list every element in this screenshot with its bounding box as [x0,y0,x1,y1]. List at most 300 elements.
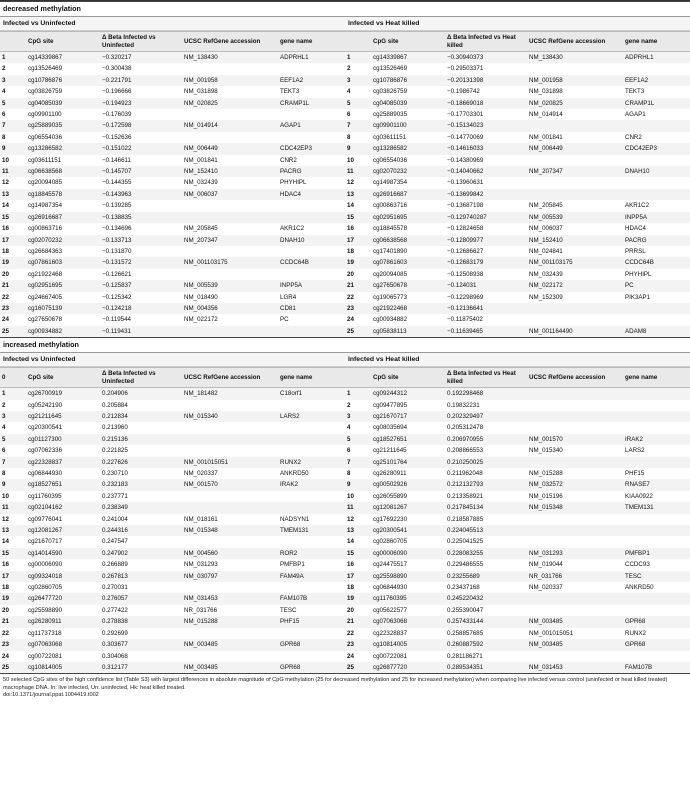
cell-row-index: 13 [345,189,371,200]
cell-delta-beta: 0.247547 [100,536,182,547]
table-row [0,639,365,650]
cell-cpg-site: cg09901100 [26,109,100,120]
cell-row-index: 11 [345,166,371,177]
column-header-row-index [0,32,26,52]
cell-delta-beta: 0.230710 [100,468,182,479]
cell-gene-name: AKR1C2 [623,200,690,211]
cell-delta-beta: 0.212132793 [445,479,527,490]
table-row [0,280,365,291]
cell-row-index: 13 [345,525,371,536]
table-row [345,155,690,166]
cell-delta-beta: 0.232183 [100,479,182,490]
cell-row-index: 14 [0,200,26,211]
cell-refgene-accession: NM_001103175 [527,257,623,268]
cell-cpg-site: cg00934882 [371,314,445,325]
comparison-title: Infected vs Heat killed [345,17,690,30]
cell-refgene-accession [527,303,623,314]
cell-delta-beta: 0.213358921 [445,491,527,502]
table-row [345,143,690,154]
cell-refgene-accession: NR_031766 [182,605,278,616]
cell-refgene-accession: NM_018161 [182,514,278,525]
cell-gene-name: FAM107B [623,662,690,673]
cell-cpg-site: cg20300541 [26,422,100,433]
table-row [0,388,365,400]
cell-cpg-site: cg14339867 [371,52,445,64]
cell-refgene-accession [527,593,623,604]
cell-row-index: 18 [0,582,26,593]
table-row [0,457,365,468]
cell-gene-name: EEF1A2 [278,75,365,86]
cell-cpg-site: cg07063068 [371,616,445,627]
cell-row-index: 18 [0,246,26,257]
cell-refgene-accession [527,120,623,131]
cell-row-index: 23 [345,639,371,650]
cell-delta-beta: −0.196666 [100,86,182,97]
cell-refgene-accession [527,536,623,547]
table-row [0,257,365,268]
cell-delta-beta: −0.152636 [100,132,182,143]
cell-row-index: 5 [345,98,371,109]
cell-gene-name: RUNX2 [623,628,690,639]
cell-delta-beta: −0.172598 [100,120,182,131]
cell-delta-beta: 0.213960 [100,422,182,433]
cell-cpg-site: cg26877720 [371,662,445,673]
cell-delta-beta: 0.260887592 [445,639,527,650]
table-row [0,269,365,280]
column-header-delta-beta: Δ Beta Infected vs Uninfected [100,32,182,52]
table-row [0,223,365,234]
cell-delta-beta: 0.238349 [100,502,182,513]
cell-delta-beta: −0.12824658 [445,223,527,234]
table-row [345,75,690,86]
cell-refgene-accession: NM_152309 [527,292,623,303]
cell-gene-name: ADPRHL1 [623,52,690,64]
cell-gene-name [623,651,690,662]
cell-gene-name [623,189,690,200]
cell-cpg-site: cg09776041 [26,514,100,525]
cell-delta-beta: 0.255390047 [445,605,527,616]
cell-gene-name: PMFBP1 [623,548,690,559]
cell-refgene-accession: NM_001015051 [527,628,623,639]
cell-row-index: 3 [0,411,26,422]
cell-delta-beta: 0.237771 [100,491,182,502]
column-header-gene-name: gene name [623,368,690,388]
column-header-refgene-accession: UCSC RefGene accession [527,368,623,388]
table-row [0,559,365,570]
cell-gene-name: PACRG [278,166,365,177]
cell-refgene-accession [182,212,278,223]
cell-cpg-site: cg06844930 [26,468,100,479]
cell-refgene-accession: NM_003485 [182,662,278,673]
cell-cpg-site: cg02951695 [371,212,445,223]
table-row [0,434,365,445]
cell-delta-beta: −0.12298969 [445,292,527,303]
cell-gene-name: CNR2 [623,132,690,143]
cell-gene-name [623,120,690,131]
cell-cpg-site: cg21670717 [371,411,445,422]
cell-gene-name: GPR68 [623,639,690,650]
cell-row-index: 1 [0,52,26,64]
cell-row-index: 7 [0,457,26,468]
cell-cpg-site: cg14987354 [371,177,445,188]
cell-cpg-site: cg21211645 [26,411,100,422]
cell-gene-name [623,422,690,433]
cell-delta-beta: 0.241004 [100,514,182,525]
cell-row-index: 10 [0,155,26,166]
cell-gene-name: TMEM131 [278,525,365,536]
cell-row-index: 23 [345,303,371,314]
cell-gene-name [623,314,690,325]
section-title: decreased methylation [0,2,690,17]
cell-row-index: 12 [0,514,26,525]
cell-gene-name: PRRSL [623,246,690,257]
cell-cpg-site: cg27650678 [26,314,100,325]
cell-cpg-site: cg12081267 [371,502,445,513]
table-row [0,536,365,547]
table-row [0,582,365,593]
table-row [345,52,690,64]
cell-delta-beta: −0.144355 [100,177,182,188]
cell-row-index: 16 [345,559,371,570]
cell-row-index: 20 [0,605,26,616]
cell-refgene-accession [182,445,278,456]
cell-refgene-accession: NM_031293 [527,548,623,559]
cell-delta-beta: −0.124031 [445,280,527,291]
cell-refgene-accession: NM_020825 [182,98,278,109]
cell-delta-beta: −0.194923 [100,98,182,109]
cell-cpg-site: cg13526469 [371,63,445,74]
cell-gene-name: CD81 [278,303,365,314]
table-row [0,422,365,433]
cell-refgene-accession: NM_019044 [527,559,623,570]
cell-row-index: 19 [345,593,371,604]
cell-gene-name: TESC [623,571,690,582]
cell-refgene-accession [527,422,623,433]
cell-refgene-accession: NM_001015051 [182,457,278,468]
table-row [0,189,365,200]
cell-gene-name: TMEM131 [623,502,690,513]
cell-refgene-accession: NM_020825 [527,98,623,109]
comparison-title: Infected vs Uninfected [0,353,345,366]
table-row [345,491,690,502]
cell-refgene-accession: NM_001958 [182,75,278,86]
cell-cpg-site: cg26055899 [371,491,445,502]
cell-refgene-accession [182,582,278,593]
table-row [345,98,690,109]
cell-cpg-site: cg26700919 [26,388,100,400]
table-row [345,400,690,411]
cell-row-index: 24 [0,651,26,662]
cell-cpg-site: cg09324018 [26,571,100,582]
cell-cpg-site: cg06554036 [371,155,445,166]
cell-gene-name: FAM49A [278,571,365,582]
cell-refgene-accession [527,525,623,536]
cell-refgene-accession: NR_031766 [527,571,623,582]
cell-delta-beta: 0.312177 [100,662,182,673]
cell-gene-name [623,303,690,314]
cell-cpg-site: cg03826759 [26,86,100,97]
cell-delta-beta: 0.303677 [100,639,182,650]
cell-row-index: 12 [345,514,371,525]
cell-cpg-site: cg00502926 [371,479,445,490]
cell-gene-name: CDC42EP3 [623,143,690,154]
cell-row-index: 17 [0,571,26,582]
cell-delta-beta: 0.192298468 [445,388,527,400]
table-row [0,303,365,314]
cell-cpg-site: cg18845578 [371,223,445,234]
cell-cpg-site: cg11737318 [26,628,100,639]
cell-refgene-accession [527,177,623,188]
cell-gene-name: CRAMP1L [278,98,365,109]
column-header-gene-name: gene name [623,32,690,52]
table-row [0,491,365,502]
header-row [345,32,690,52]
cell-row-index: 12 [0,177,26,188]
cell-delta-beta: −0.14040662 [445,166,527,177]
footnote-doi: doi:10.1371/journal.ppat.1004419.t002 [3,692,99,699]
table-row [0,212,365,223]
cell-row-index: 10 [0,491,26,502]
table-row [345,257,690,268]
cell-refgene-accession [527,314,623,325]
cell-refgene-accession [182,422,278,433]
cell-gene-name [623,593,690,604]
cell-row-index: 22 [0,292,26,303]
cell-row-index: 13 [0,525,26,536]
table-row [345,212,690,223]
table-row [345,559,690,570]
cell-gene-name: AGAP1 [623,109,690,120]
cell-delta-beta: −0.119544 [100,314,182,325]
cell-cpg-site: cg02951695 [26,280,100,291]
header-row [0,32,365,52]
cell-delta-beta: −0.119431 [100,326,182,337]
cell-row-index: 12 [345,177,371,188]
table-row [0,605,365,616]
cell-row-index: 24 [345,314,371,325]
table-row [345,388,690,400]
cell-delta-beta: 0.205884 [100,400,182,411]
comparison-table-wrapper [345,367,690,673]
cell-refgene-accession [182,502,278,513]
cell-delta-beta: −0.138835 [100,212,182,223]
cell-cpg-site: cg21670717 [26,536,100,547]
cell-refgene-accession: NM_032439 [182,177,278,188]
cell-refgene-accession [182,536,278,547]
cell-refgene-accession: NM_207347 [182,235,278,246]
cell-gene-name [623,63,690,74]
cell-cpg-site: cg16075139 [26,303,100,314]
cell-delta-beta: −0.124218 [100,303,182,314]
table-row [345,422,690,433]
cell-gene-name: CCDC64B [278,257,365,268]
cell-refgene-accession [527,388,623,400]
cell-cpg-site: cg02104162 [26,502,100,513]
cell-cpg-site: cg09244312 [371,388,445,400]
cell-row-index: 8 [345,132,371,143]
cell-row-index: 6 [0,109,26,120]
data-table [0,31,365,337]
table-row [345,479,690,490]
cell-row-index: 4 [345,422,371,433]
table-row [345,457,690,468]
cell-delta-beta: −0.145707 [100,166,182,177]
cell-delta-beta: 0.202329497 [445,411,527,422]
cell-gene-name: HDAC4 [278,189,365,200]
cell-gene-name: ANKRD50 [623,582,690,593]
cell-row-index: 2 [0,400,26,411]
cell-refgene-accession: NM_031453 [182,593,278,604]
cell-cpg-site: cg03611151 [371,132,445,143]
cell-gene-name: FAM107B [278,593,365,604]
cell-row-index: 17 [345,235,371,246]
cell-cpg-site: cg07062336 [26,445,100,456]
table-row [0,651,365,662]
table-row [0,479,365,490]
cell-refgene-accession: NM_001841 [527,132,623,143]
cell-cpg-site: cg11760395 [26,491,100,502]
cell-delta-beta: −0.143963 [100,189,182,200]
cell-row-index: 7 [345,120,371,131]
cell-cpg-site: cg19065773 [371,292,445,303]
cell-cpg-site: cg17692230 [371,514,445,525]
cell-refgene-accession: NM_031898 [527,86,623,97]
cell-row-index: 14 [345,200,371,211]
table-row [0,411,365,422]
cell-cpg-site: cg25598890 [26,605,100,616]
header-row [345,368,690,388]
cell-cpg-site: cg17401890 [371,246,445,257]
cell-row-index: 9 [345,143,371,154]
column-header-gene-name: gene name [278,32,365,52]
table-row [345,303,690,314]
cell-delta-beta: 0.217845134 [445,502,527,513]
cell-cpg-site: cg02070232 [371,166,445,177]
cell-row-index: 16 [0,223,26,234]
table-row [345,651,690,662]
cell-row-index: 16 [345,223,371,234]
cell-row-index: 14 [345,536,371,547]
cell-gene-name [623,605,690,616]
column-header-delta-beta: Δ Beta Infected vs Heat killed [445,32,527,52]
cell-refgene-accession: NM_015348 [182,525,278,536]
cell-row-index: 9 [0,143,26,154]
cell-gene-name: DNAH10 [623,166,690,177]
cell-delta-beta: 0.247902 [100,548,182,559]
cell-cpg-site: cg12081267 [26,525,100,536]
cell-refgene-accession: NM_015196 [527,491,623,502]
sections-container [0,1,690,673]
cell-gene-name [623,155,690,166]
table-row [0,200,365,211]
cell-gene-name: C18orf1 [278,388,365,400]
cell-row-index: 3 [0,75,26,86]
cell-row-index: 6 [345,109,371,120]
column-header-cpg-site: CpG site [26,32,100,52]
cell-cpg-site: cg00722081 [26,651,100,662]
cell-cpg-site: cg21211645 [371,445,445,456]
cell-delta-beta: 0.206970955 [445,434,527,445]
cell-cpg-site: cg22328837 [371,628,445,639]
comparison-table-wrapper [345,31,690,337]
cell-gene-name: PHF15 [278,616,365,627]
cell-refgene-accession: NM_018490 [182,292,278,303]
table-row [0,120,365,131]
cell-row-index: 25 [0,662,26,673]
cell-gene-name [623,514,690,525]
cell-row-index: 9 [0,479,26,490]
cell-cpg-site: cg04085039 [371,98,445,109]
cell-gene-name: ADAM8 [623,326,690,337]
cell-row-index: 23 [0,639,26,650]
column-header-delta-beta: Δ Beta Infected vs Uninfected [100,368,182,388]
cell-gene-name: GPR68 [278,639,365,650]
cell-gene-name: EEF1A2 [623,75,690,86]
table-row [345,326,690,337]
cell-delta-beta: 0.245220432 [445,593,527,604]
cell-gene-name: CCDC93 [623,559,690,570]
cell-row-index: 13 [0,189,26,200]
cell-refgene-accession [527,514,623,525]
cell-row-index: 3 [345,411,371,422]
cell-delta-beta: 0.224045513 [445,525,527,536]
cell-cpg-site: cg13286582 [371,143,445,154]
cell-delta-beta: 0.267813 [100,571,182,582]
cell-row-index: 11 [0,166,26,177]
table-row [0,246,365,257]
cell-refgene-accession [527,605,623,616]
cell-delta-beta: 0.270031 [100,582,182,593]
comparison-tables [0,367,690,673]
cell-delta-beta: −0.1986742 [445,86,527,97]
cell-row-index: 17 [0,235,26,246]
column-header-cpg-site: CpG site [371,32,445,52]
cell-refgene-accession: NM_014914 [182,120,278,131]
cell-refgene-accession: NM_003485 [527,639,623,650]
cell-row-index: 21 [345,616,371,627]
cell-refgene-accession: NM_006037 [182,189,278,200]
cell-delta-beta: −0.14380969 [445,155,527,166]
cell-gene-name: PHYHIPL [623,269,690,280]
comparison-titles [0,353,690,367]
cell-gene-name: PC [278,314,365,325]
cell-cpg-site: cg14014590 [26,548,100,559]
cell-refgene-accession: NM_022172 [527,280,623,291]
cell-row-index: 2 [345,63,371,74]
header-row [0,368,365,388]
cell-cpg-site: cg00006090 [371,548,445,559]
cell-gene-name [623,388,690,400]
column-header-refgene-accession: UCSC RefGene accession [182,32,278,52]
cell-row-index: 25 [345,326,371,337]
cell-refgene-accession: NM_015340 [527,445,623,456]
cell-refgene-accession [182,269,278,280]
cell-row-index: 5 [0,98,26,109]
table-row [345,132,690,143]
cell-delta-beta: −0.11875402 [445,314,527,325]
table-row [345,662,690,673]
table-row [345,166,690,177]
cell-row-index: 15 [345,548,371,559]
cell-cpg-site: cg02070232 [26,235,100,246]
cell-row-index: 24 [345,651,371,662]
cell-delta-beta: −0.125837 [100,280,182,291]
cell-row-index: 24 [0,314,26,325]
cell-refgene-accession [182,326,278,337]
table-row [345,468,690,479]
table-row [345,223,690,234]
cell-row-index: 2 [0,63,26,74]
